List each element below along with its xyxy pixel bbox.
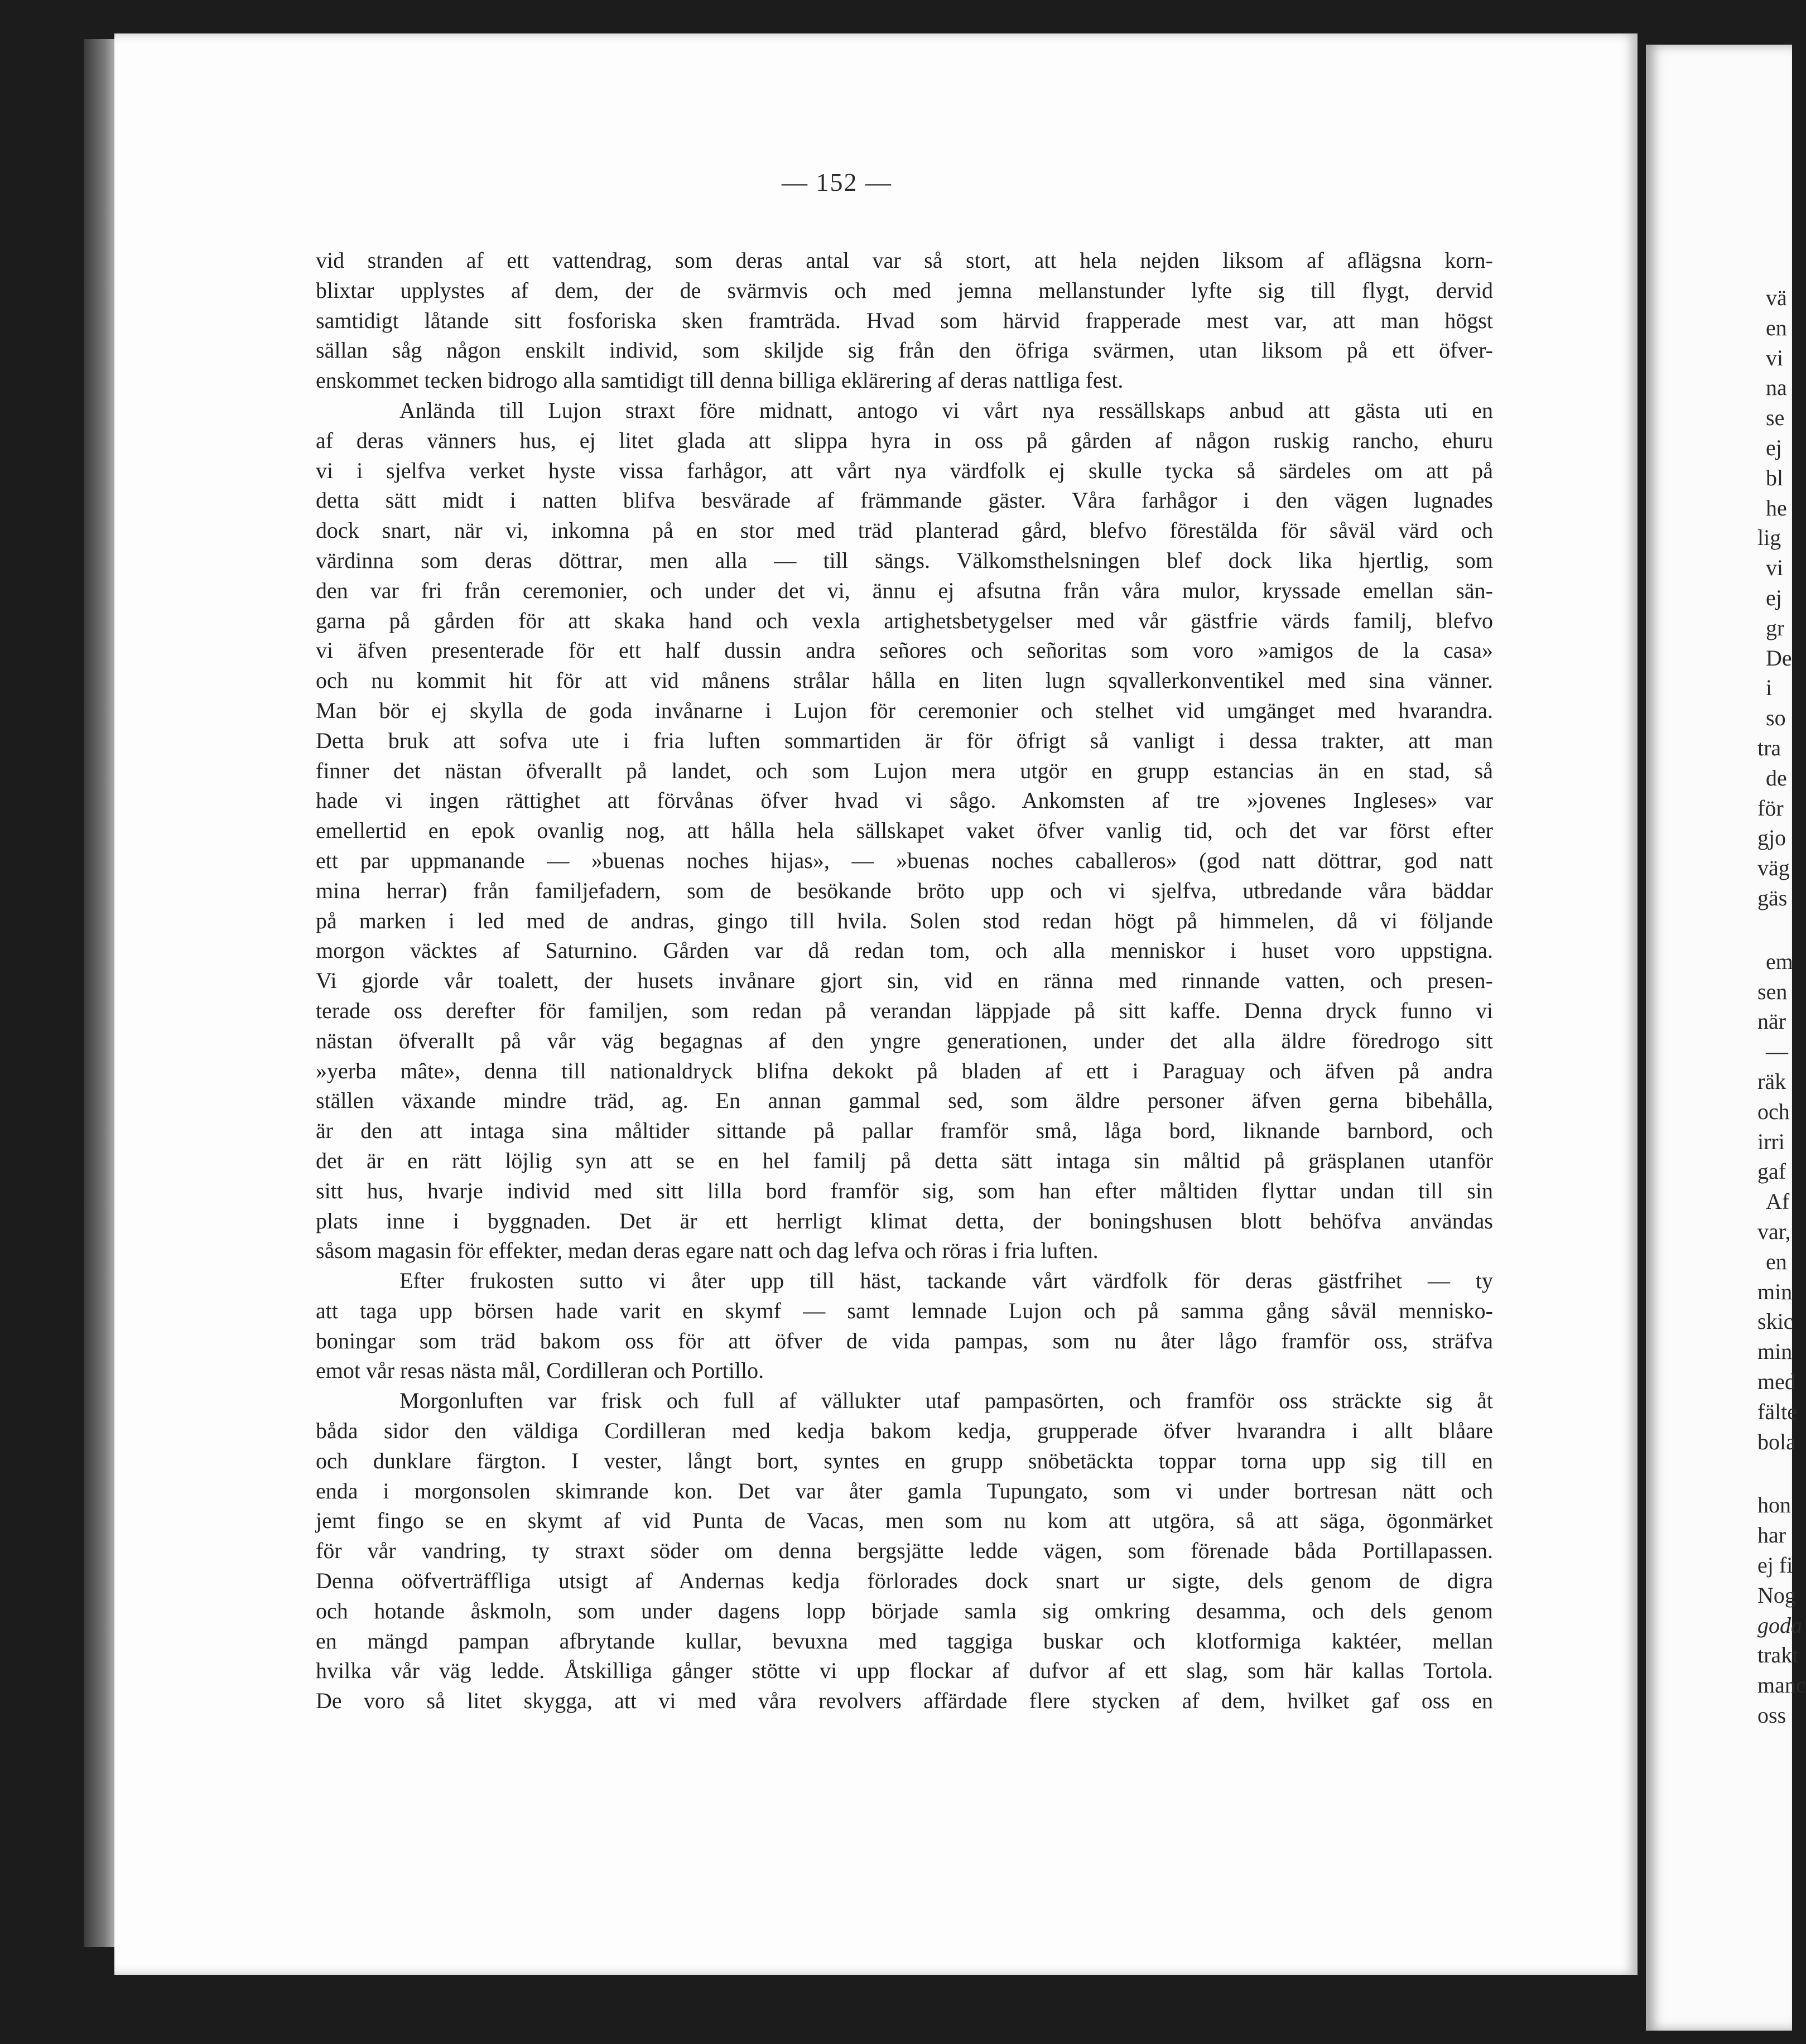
text-line: emot vår resas nästa mål, Cordilleran och Portillo. bbox=[316, 1358, 764, 1383]
next-page-fragment: goda bbox=[1757, 1612, 1802, 1638]
next-page-fragment: gäs bbox=[1757, 885, 1788, 910]
text-line: att taga upp börsen hade varit en skymf — samt lemnade Lujon och på samma gång såväl mennisko- bbox=[316, 1298, 1493, 1323]
text-line: vi i sjelfva verket hyste vissa farhågor, att vårt nya värdfolk ej skulle tycka så särdeles om att på bbox=[316, 457, 1493, 483]
text-line: vi äfven presenterade för ett half dussin andra señores och señoritas som voro »amigos de la casa» bbox=[316, 638, 1493, 663]
text-line: plats inne i byggnaden. Det är ett herrligt klimat detta, der boningshusen blott behöfva användas bbox=[316, 1208, 1493, 1233]
text-line: och dunklare färgton. I vester, långt bort, syntes en grupp snöbetäckta toppar torna upp sig till en bbox=[316, 1448, 1493, 1473]
next-page-edge bbox=[1646, 45, 1806, 2031]
next-page-fragment: har bbox=[1757, 1522, 1786, 1548]
text-line: terade oss derefter för familjen, som redan på verandan läppjade på sitt kaffe. Denna dryck funno vi bbox=[316, 997, 1493, 1023]
text-line: finner det nästan öfverallt på landet, och som Lujon mera utgör en grupp estancias än en stad, så bbox=[316, 758, 1493, 783]
next-page-fragment: lig bbox=[1757, 525, 1781, 551]
text-line: och nu kommit hit för att vid månens strålar hålla en liten lugn sqvallerkonventikel med sina vänner. bbox=[316, 668, 1493, 693]
next-page-fragment: trakt bbox=[1757, 1642, 1799, 1668]
next-page-fragment: fälte bbox=[1757, 1399, 1798, 1424]
text-line: ställen växande mindre träd, ag. En annan gammal sed, som äldre personer äfven gerna bibehålla, bbox=[316, 1088, 1493, 1113]
next-page-fragment: min bbox=[1757, 1339, 1793, 1365]
next-page-fragment: var, bbox=[1757, 1219, 1791, 1244]
next-page-fragment: Nog bbox=[1757, 1582, 1796, 1608]
next-page-fragment: De bbox=[1766, 645, 1792, 671]
next-page-fragment: Af bbox=[1766, 1189, 1790, 1214]
text-line: detta sätt midt i natten blifva besvärade af främmande gäster. Våra farhågor i den vägen lugnades bbox=[316, 488, 1493, 513]
next-page-fragment: en bbox=[1766, 1248, 1787, 1274]
text-line: Denna oöfverträffliga utsigt af Andernas kedja förlorades dock snart ur sigte, dels genom de digra bbox=[316, 1568, 1493, 1594]
next-page-fragment: min bbox=[1757, 1279, 1793, 1304]
next-page-fragment: för bbox=[1757, 795, 1784, 821]
next-page-fragment: och bbox=[1757, 1098, 1790, 1124]
text-line: jemt fingo se en skymt af vid Punta de Vacas, men som nu kom att utgöra, så att säga, ögonmärket bbox=[316, 1508, 1493, 1534]
text-line: Man bör ej skylla de goda invånarne i Lujon för ceremonier och stelhet vid umgänget med hvarandra. bbox=[316, 697, 1493, 723]
next-page-fragment: irri bbox=[1757, 1129, 1785, 1154]
next-page-fragment: na bbox=[1766, 375, 1787, 401]
text-line: sitt hus, hvarje individ med sitt lilla bord framför sig, som han efter måltiden flyttar undan till sin bbox=[316, 1178, 1493, 1203]
next-page-fragment: em bbox=[1766, 948, 1793, 974]
next-page-fragment: he bbox=[1766, 495, 1787, 520]
text-line: samtidigt låtande sitt fosforiska sken framträda. Hvad som härvid frapperade mest var, att man högst bbox=[316, 307, 1493, 333]
text-line: mina herrar) från familjefadern, som de besökande bröto upp och vi sjelfva, utbredande våra bäddar bbox=[316, 878, 1493, 903]
text-line: den var fri från ceremonier, och under det vi, ännu ej afsutna från våra mulor, kryssade emellan sän- bbox=[316, 577, 1493, 603]
next-page-fragment: skic bbox=[1757, 1309, 1794, 1334]
next-page-fragment: oss bbox=[1757, 1703, 1786, 1728]
text-line: ett par uppmanande — »buenas noches hijas», — »buenas noches caballeros» (god natt döttrar, god natt bbox=[316, 847, 1493, 873]
page-number: — 152 — bbox=[782, 168, 892, 196]
next-page-fragment: hon bbox=[1757, 1492, 1791, 1518]
text-line: sällan såg någon enskilt individ, som skiljde sig från den öfriga svärmen, utan liksom på ett öfver- bbox=[316, 338, 1493, 363]
next-page-fragment: ej bbox=[1766, 585, 1782, 610]
text-line: Morgonluften var frisk och full af vällukter utaf pampasörten, och framför oss sträckte sig åt bbox=[399, 1388, 1493, 1414]
text-line: Vi gjorde vår toalett, der husets invånare gjort sin, vid en ränna med rinnande vatten, och presen- bbox=[316, 968, 1493, 994]
text-line: båda sidor den väldiga Cordilleran med kedja bakom kedja, grupperade öfver hvarandra i allt blåare bbox=[316, 1418, 1493, 1444]
text-line: nästan öfverallt på vår väg begagnas af den yngre generationen, under det alla äldre föredrogo sitt bbox=[316, 1028, 1493, 1053]
next-page-fragment: i bbox=[1766, 675, 1773, 701]
next-page-fragment: gr bbox=[1766, 615, 1785, 640]
next-page-fragment: ej fi bbox=[1757, 1553, 1793, 1578]
text-line: vid stranden af ett vattendrag, som deras antal var så stort, att hela nejden liksom af aflägsna korn- bbox=[316, 248, 1493, 273]
next-page-fragment: de bbox=[1766, 765, 1787, 790]
text-line: Efter frukosten sutto vi åter upp till häst, tackande vårt värdfolk för deras gästfrihet — ty bbox=[399, 1268, 1493, 1294]
next-page-fragment: — bbox=[1766, 1039, 1788, 1064]
text-line: De voro så litet skygga, att vi med våra revolvers affärdade flere stycken af dem, hvilket gaf oss en bbox=[316, 1688, 1493, 1714]
next-page-fragment: räk bbox=[1757, 1069, 1786, 1094]
next-page-fragment: vä bbox=[1766, 285, 1787, 310]
text-line: blixtar upplystes af dem, der de svärmvis och med jemna mellanstunder lyfte sig till flygt, dervid bbox=[316, 277, 1493, 303]
text-line: af deras vänners hus, ej litet glada att slippa hyra in oss på gården af någon ruskig rancho, ehuru bbox=[316, 427, 1493, 453]
text-line: en mängd pampan afbrytande kullar, bevuxna med taggiga buskar och klotformiga kaktéer, mellan bbox=[316, 1628, 1493, 1653]
next-page-fragment: vi bbox=[1766, 555, 1784, 581]
text-line: morgon väcktes af Saturnino. Gården var då redan tom, och alla menniskor i huset voro uppstigna. bbox=[316, 938, 1493, 963]
next-page-fragment: vi bbox=[1766, 345, 1784, 370]
text-line: boningar som träd bakom oss för att öfver de vida pampas, som nu åter lågo framför oss, sträfva bbox=[316, 1328, 1493, 1353]
text-line: hvilka vår väg ledde. Åtskilliga gånger stötte vi upp flockar af dufvor af ett slag, som här kallas Tortola. bbox=[316, 1658, 1493, 1684]
text-line: värdinna som deras döttrar, men alla — till sängs. Välkomsthelsningen blef dock lika hjertlig, som bbox=[316, 547, 1493, 573]
text-line: enda i morgonsolen skimrande kon. Det var åter gamla Tupungato, som vi under bortresan nätt och bbox=[316, 1478, 1493, 1503]
next-page-fragment: bl bbox=[1766, 465, 1784, 490]
next-page-fragment: ej bbox=[1766, 435, 1782, 460]
next-page-fragment: sen bbox=[1757, 978, 1788, 1004]
text-line: är den att intaga sina måltider sittande på pallar framför små, låga bord, liknande barnbord, och bbox=[316, 1118, 1493, 1144]
body-text bbox=[316, 245, 1493, 1716]
text-line: emellertid en epok ovanlig nog, att hålla hela sällskapet vaket öfver vanlig tid, och det var först efter bbox=[316, 818, 1493, 843]
text-line: på marken i led med de andras, gingo till hvila. Solen stod redan högt på himmelen, då vi följande bbox=[316, 908, 1493, 933]
next-page-fragment: so bbox=[1766, 705, 1786, 731]
next-page-fragment: tra bbox=[1757, 735, 1781, 760]
next-page-fragment: gaf bbox=[1757, 1159, 1786, 1184]
next-page-fragment: se bbox=[1766, 405, 1785, 431]
next-page-fragment: väg bbox=[1757, 855, 1790, 881]
text-line: enskommet tecken bidrogo alla samtidigt till denna billiga eklärering af deras nattliga fest. bbox=[316, 368, 1124, 393]
text-line: Anlända till Lujon straxt före midnatt, antogo vi vårt nya ressällskaps anbud att gästa uti en bbox=[399, 397, 1493, 423]
text-line: Detta bruk att sofva ute i fria luften sommartiden är för öfrigt så vanligt i dessa trakter, att man bbox=[316, 727, 1493, 753]
text-line: hade vi ingen rättighet att förvånas öfver hvad vi sågo. Ankomsten af tre »jovenes Ingleses» var bbox=[316, 788, 1493, 813]
next-page-fragment: med bbox=[1757, 1369, 1796, 1394]
next-page-fragment: när bbox=[1757, 1009, 1786, 1034]
next-page-fragment: en bbox=[1766, 315, 1787, 340]
text-line: dock snart, när vi, inkomna på en stor med träd planterad gård, blefvo förestälda för såväl värd och bbox=[316, 518, 1493, 543]
text-line: såsom magasin för effekter, medan deras egare natt och dag lefva och röras i fria luften. bbox=[316, 1238, 1099, 1264]
next-page-fragment: gjo bbox=[1757, 825, 1786, 851]
text-line: för vår vandring, ty straxt söder om denna bergsjätte ledde vägen, som förenade båda Portillapassen. bbox=[316, 1538, 1493, 1564]
text-line: garna på gården för att skaka hand och vexla artighetsbetygelser med vår gästfrie värds familj, blefvo bbox=[316, 608, 1493, 633]
next-page-fragment: bola bbox=[1757, 1429, 1796, 1454]
text-line: »yerba mâte», denna till nationaldryck blifna dekokt på bladen af ett i Paraguay och äfven på andra bbox=[316, 1058, 1493, 1083]
text-line: och hotande åskmoln, som under dagens lopp började samla sig omkring desamma, och dels genom bbox=[316, 1598, 1493, 1623]
next-page-fragment: manc bbox=[1757, 1672, 1806, 1698]
text-line: det är en rätt löjlig syn att se en hel familj på detta sätt intaga sin måltid på gräsplanen utanför bbox=[316, 1148, 1493, 1173]
